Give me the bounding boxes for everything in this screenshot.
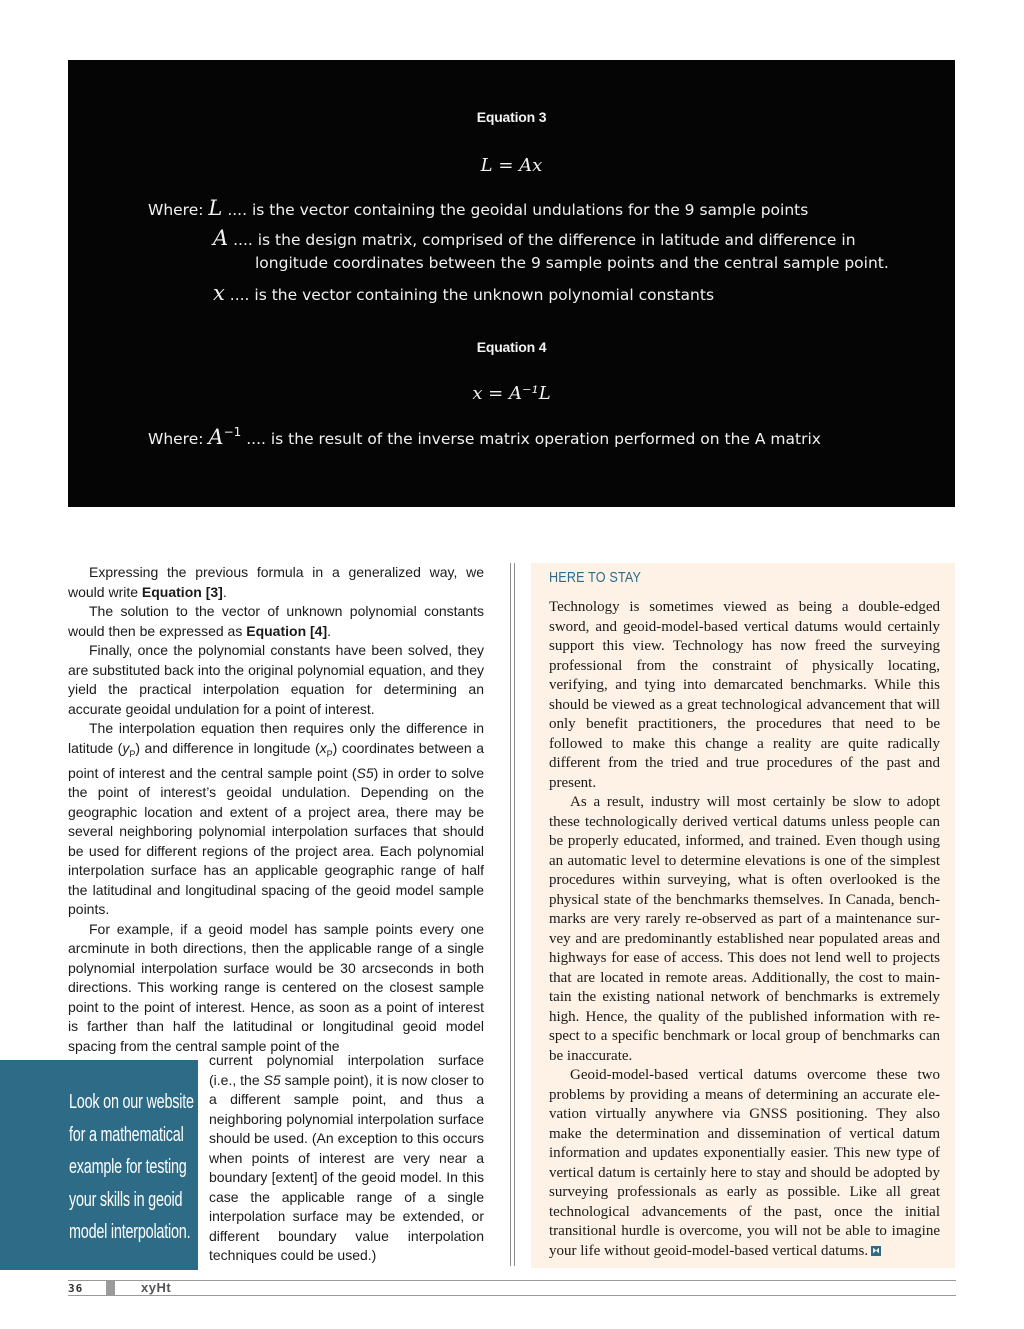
sidebar-paragraph-3: Geoid-model-based vertical datums overcome these two problems by providing a means of determining an accurate elevation virtually anywhere via GNSS positioning. They also make the determination and dissemination of vertical datum information and updates exponentially easier. This new type of vertical datum is certainly here to stay and should be adopted by surveying professionals as early as possible. Like all great technological advancements of the past, once the initial transitional hurdle is overcome, you will not be able to imagine your life without geoid-model-based vertical datums. (549, 1067, 940, 1259)
article-paragraph-4: The interpolation equation then requires only the difference in latitude $(y_P)$ and difference in longitude $(x_P)$ coordinates between a point of interest and the central sample point (S5) in order to solve the point of interest’s geoidal undulation. Depending on the geographic location and extent of a project area, there may be several neighboring polynomial interpolation surfaces that should be used for different regions of the project area. Each polynomial interpolation surface has an applicable geographic range of half the latitudinal and longitudinal spacing of the geoid model sample points. (68, 720, 484, 918)
website-callout (0, 1060, 198, 1270)
where-A-line (213, 226, 856, 250)
equation-4-title: Equation 4 (476, 339, 547, 355)
sidebar-paragraph-1: Technology is sometimes viewed as being a double-edged sword, and geoid-model-based vertical datums would certainly support this view. Technology has now freed the surveying professional from the constraint of physically locating, verifying, and tying into demarcated benchmarks. While this should be viewed as a great technological advancement that will only benefit practitioners, the procedures that need to be followed to make this change a reality are quite radically different from the tried and true procedures of the past and present. (549, 599, 940, 791)
A-inverse-symbol: $A^{-1}$ (208, 425, 242, 449)
x-symbol: x (213, 281, 225, 305)
callout-text: Look on our website for a mathematical example for testing your skills in geoid model interpolation. (69, 1091, 194, 1243)
page-number: 36 (68, 1282, 84, 1295)
article-paragraph-1: Expressing the previous formula in a generalized way, we would write Equation [3]. (68, 564, 484, 600)
x-description: .... is the vector containing the unknown polynomial constants (229, 286, 715, 304)
where-label: Where: (148, 201, 204, 219)
article-paragraph-5: For example, if a geoid model has sample points every one arcminute in both directions, then the applicable range of a single polynomial interpolation surface would be 30 arcseconds in both directions. This working range is centered on the closest sample point to the point of interest. Hence, as soon as a point of interest is farther than half the latitudinal or longitudinal geoid model spacing from the central sample point of the (68, 920, 484, 1054)
L-description: .... is the vector containing the geoidal undulations for the 9 sample points (227, 201, 809, 219)
article-paragraph-3: Finally, once the polynomial constants have been solved, they are substituted back into the original polynomial equation, and they yield the practical interpolation equation for determining an accurate geoidal undulation for a point of interest. (68, 642, 484, 717)
A-description-2: longitude coordinates between the 9 sample points and the central sample point. (255, 254, 889, 272)
magazine-name: xyHt (141, 1280, 172, 1295)
A-symbol: A (213, 226, 229, 250)
equation-4-reference: Equation [4] (246, 622, 328, 639)
equation-3-title: Equation 3 (476, 109, 547, 125)
footer-bar (106, 1281, 115, 1295)
article-paragraph-5-continued: current polynomial interpolation surface (i.e., the S5 sample point), it is now closer to a different sample point, and thus a neighboring polynomial interpolation surface should be used. (An exception to this occurs when points of interest are very near a boundary [extent] of the geoid model. In this case the applicable range of a single interpolation surface may be extended, or different boundary value interpolation techniques could be used.) (209, 1052, 484, 1263)
column-divider (510, 563, 511, 1266)
end-mark-icon (871, 1246, 881, 1256)
article-paragraph-2: The solution to the vector of unknown polynomial constants would then be expressed as Equation [4]. (68, 603, 484, 639)
sidebar-body (549, 598, 940, 1261)
where-x-line (213, 281, 714, 305)
where-label-2: Where: (148, 430, 204, 448)
footer-rule-bottom (68, 1295, 956, 1296)
column-divider-second (514, 563, 515, 1266)
sidebar-title: HERE TO STAY (549, 569, 642, 586)
A-inverse-description: .... is the result of the inverse matrix operation performed on the A matrix (246, 430, 821, 448)
A-description-1: .... is the design matrix, comprised of the difference in latitude and difference in (233, 231, 856, 249)
sidebar-paragraph-2: As a result, industry will most certainly be slow to adopt these technologically derived vertical datums unless people can be properly educated, informed, and trained. Even though using an automatic level to determine elevations is one of the simplest procedures within surveying, what is often overlooked is the physical state of the benchmarks themselves. In Canada, benchmarks are very rarely re-observed as part of a maintenance survey and are predominantly established near populated areas and highways for ease of access. This does not lend well to projects that are located in remote areas. Additionally, the cost to maintain the existing national network of benchmarks is extremely high. Hence, the quality of the published information with respect to a specific benchmark or local group of benchmarks can be inaccurate. (549, 794, 940, 1064)
equation-panel (68, 60, 955, 507)
equation-4-formula: x = A⁻¹L (472, 383, 551, 404)
equation-3-formula: L = Ax (480, 155, 543, 176)
sidebar-here-to-stay (531, 563, 955, 1268)
footer-rule-top (68, 1280, 956, 1281)
where-Ainv-line (148, 425, 821, 449)
equation-3-reference: Equation [3] (141, 583, 223, 600)
L-symbol: L (208, 196, 223, 220)
where-L-line (148, 196, 808, 220)
